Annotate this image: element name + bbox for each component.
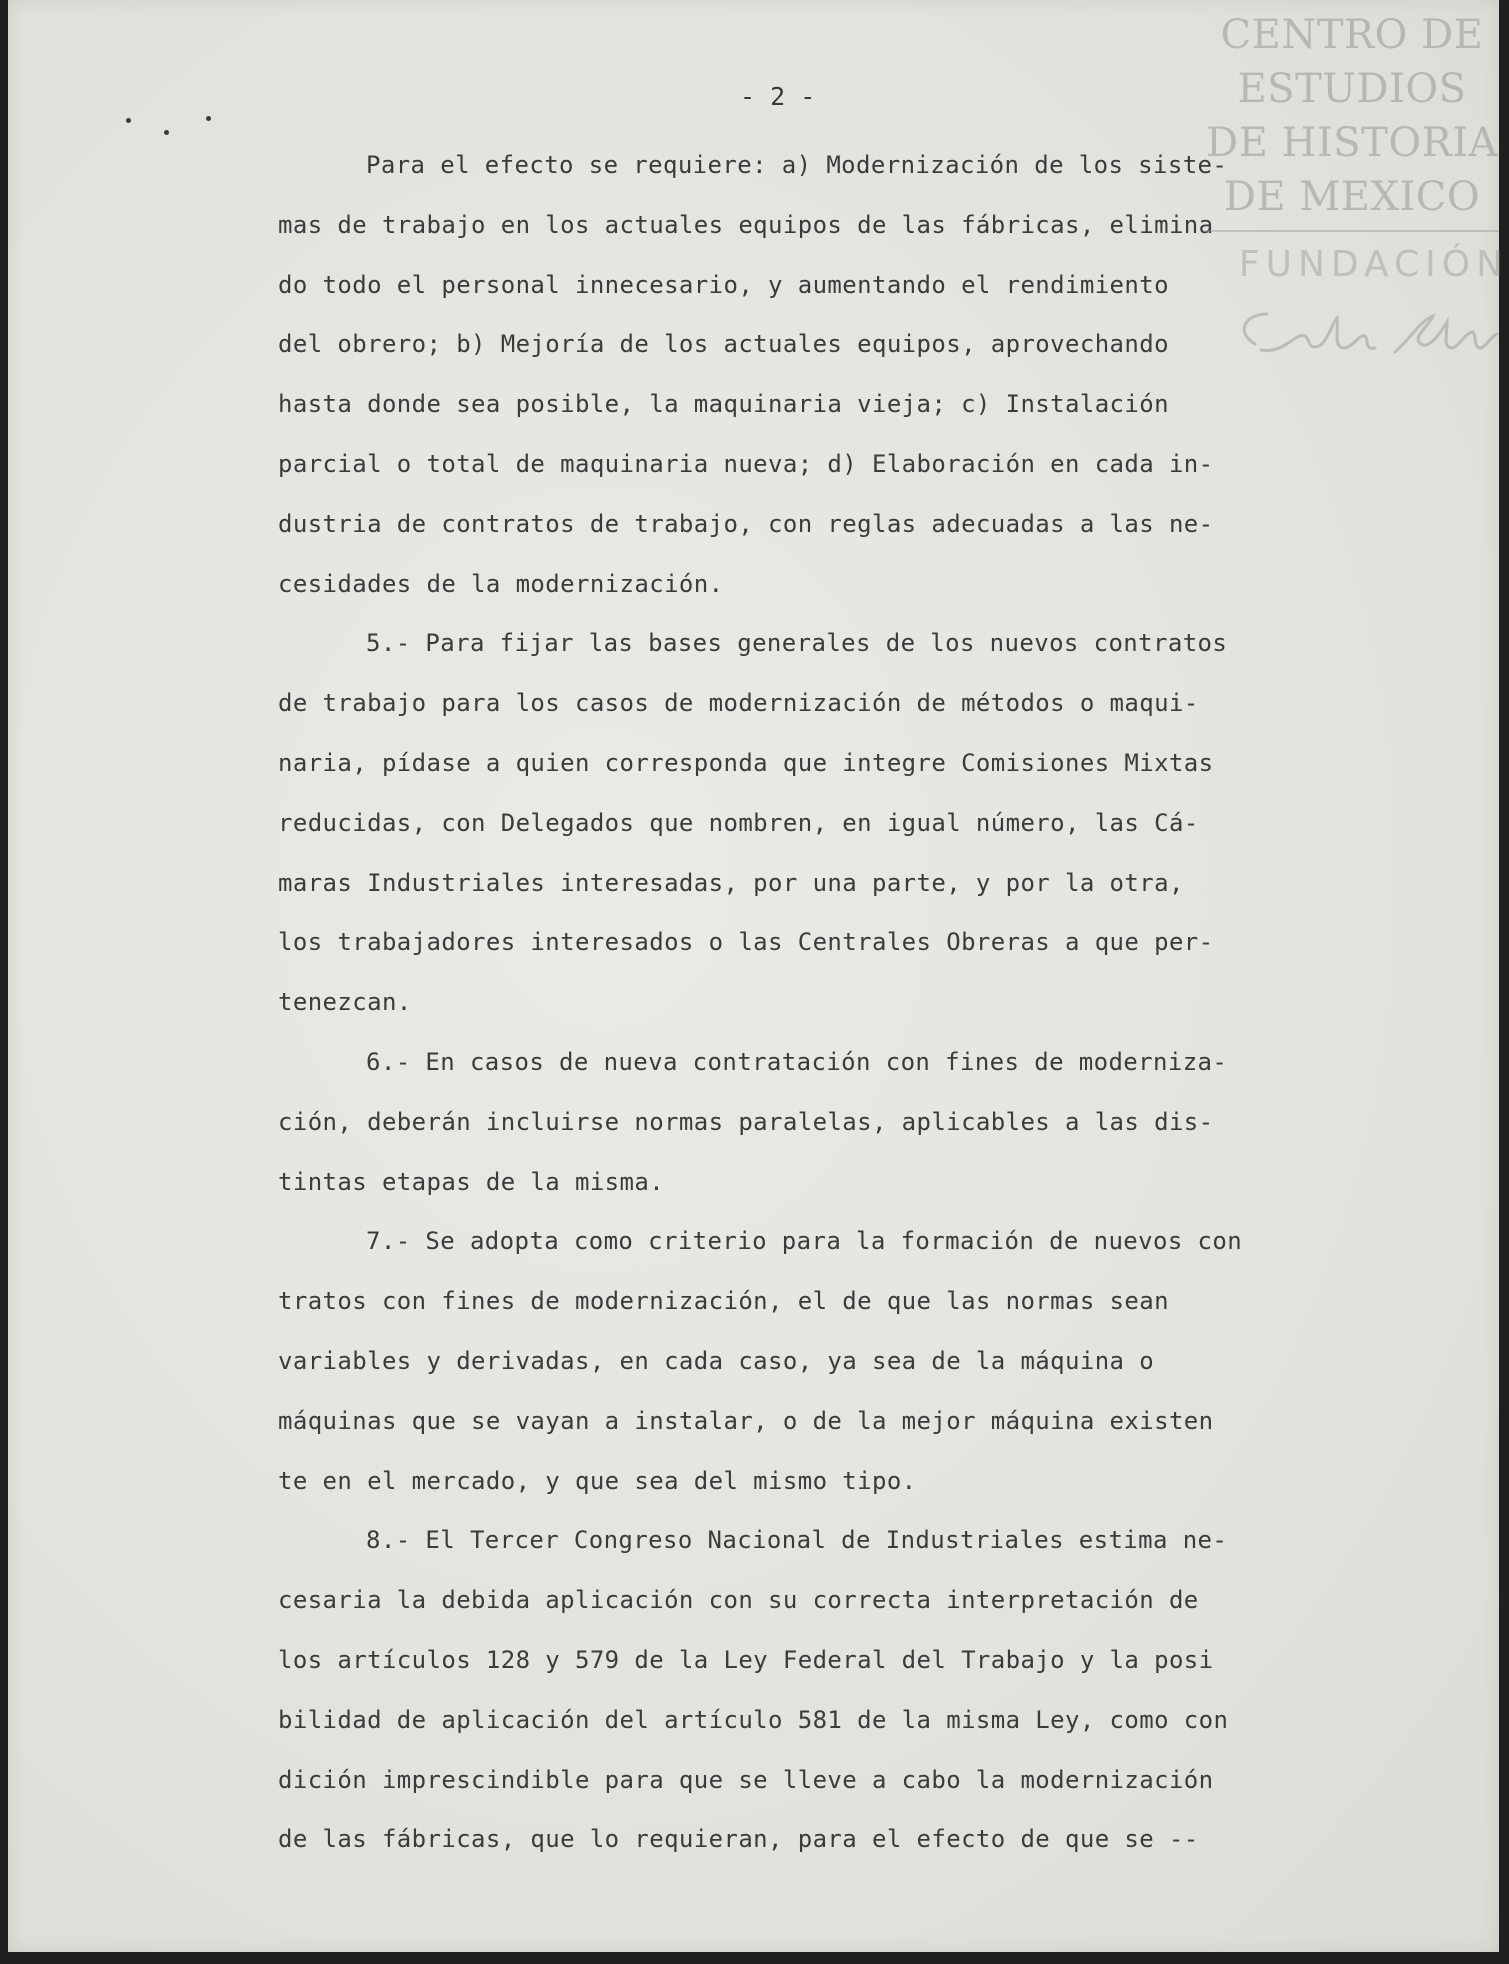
- watermark-divider: [1205, 230, 1499, 232]
- text-line: máquinas que se vayan a instalar, o de la mejor máquina existen: [278, 1406, 1214, 1435]
- text-line: dición imprescindible para que se lleve a cabo la modernización: [278, 1765, 1214, 1794]
- watermark-line: DE HISTORIA: [1206, 120, 1498, 166]
- text-line: variables y derivadas, en cada caso, ya sea de la máquina o: [278, 1346, 1155, 1375]
- page-number: - 2 -: [740, 82, 816, 111]
- text-line: hasta donde sea posible, la maquinaria vieja; c) Instalación: [278, 390, 1169, 419]
- watermark-foundation: FUNDACIÓN: [1238, 244, 1509, 285]
- text-line: naria, pídase a quien corresponda que integre Comisiones Mixtas: [278, 748, 1214, 777]
- signature-logo-icon: [1215, 292, 1505, 372]
- text-line: tenezcan.: [278, 988, 412, 1017]
- text-line: ción, deberán incluirse normas paralelas, aplicables a las dis-: [278, 1107, 1214, 1136]
- text-line: 6.- En casos de nueva contratación con fines de moderniza-: [366, 1047, 1228, 1076]
- typed-body-text: [278, 136, 1398, 1870]
- watermark-line: DE MEXICO: [1223, 174, 1481, 220]
- text-line: 5.- Para fijar las bases generales de los nuevos contratos: [366, 629, 1228, 658]
- archive-watermark: [1195, 0, 1509, 380]
- text-line: te en el mercado, y que sea del mismo tipo.: [278, 1466, 917, 1495]
- watermark-line: CENTRO DE: [1220, 12, 1484, 58]
- text-line: mas de trabajo en los actuales equipos de las fábricas, elimina: [278, 210, 1214, 239]
- watermark-line: ESTUDIOS: [1237, 66, 1467, 112]
- text-line: tintas etapas de la misma.: [278, 1167, 665, 1196]
- text-line: los artículos 128 y 579 de la Ley Federal del Trabajo y la posi: [278, 1645, 1214, 1674]
- text-line: 8.- El Tercer Congreso Nacional de Industriales estima ne-: [366, 1526, 1228, 1555]
- text-line: del obrero; b) Mejoría de los actuales equipos, aprovechando: [278, 330, 1169, 359]
- text-line: 7.- Se adopta como criterio para la formación de nuevos con: [366, 1227, 1243, 1256]
- text-line: reducidas, con Delegados que nombren, en igual número, las Cá-: [278, 808, 1199, 837]
- text-line: los trabajadores interesados o las Centrales Obreras a que per-: [278, 928, 1214, 957]
- text-line: dustria de contratos de trabajo, con reglas adecuadas a las ne-: [278, 509, 1214, 538]
- ink-dot: [164, 130, 169, 135]
- text-line: Para el efecto se requiere: a) Modernización de los siste-: [366, 151, 1228, 179]
- text-line: bilidad de aplicación del artículo 581 de la misma Ley, como con: [278, 1705, 1229, 1734]
- text-line: tratos con fines de modernización, el de que las normas sean: [278, 1287, 1169, 1316]
- text-line: maras Industriales interesadas, por una parte, y por la otra,: [278, 868, 1184, 897]
- text-line: de trabajo para los casos de modernización de métodos o maqui-: [278, 689, 1199, 718]
- ink-dot: [126, 118, 131, 123]
- text-line: de las fábricas, que lo requieran, para el efecto de que se --: [278, 1825, 1199, 1854]
- text-line: cesidades de la modernización.: [278, 569, 724, 598]
- text-line: parcial o total de maquinaria nueva; d) Elaboración en cada in-: [278, 449, 1214, 478]
- text-line: do todo el personal innecesario, y aumentando el rendimiento: [278, 270, 1169, 299]
- text-line: cesaria la debida aplicación con su correcta interpretación de: [278, 1586, 1199, 1615]
- ink-dot: [206, 116, 211, 121]
- stray-marks: [126, 112, 216, 142]
